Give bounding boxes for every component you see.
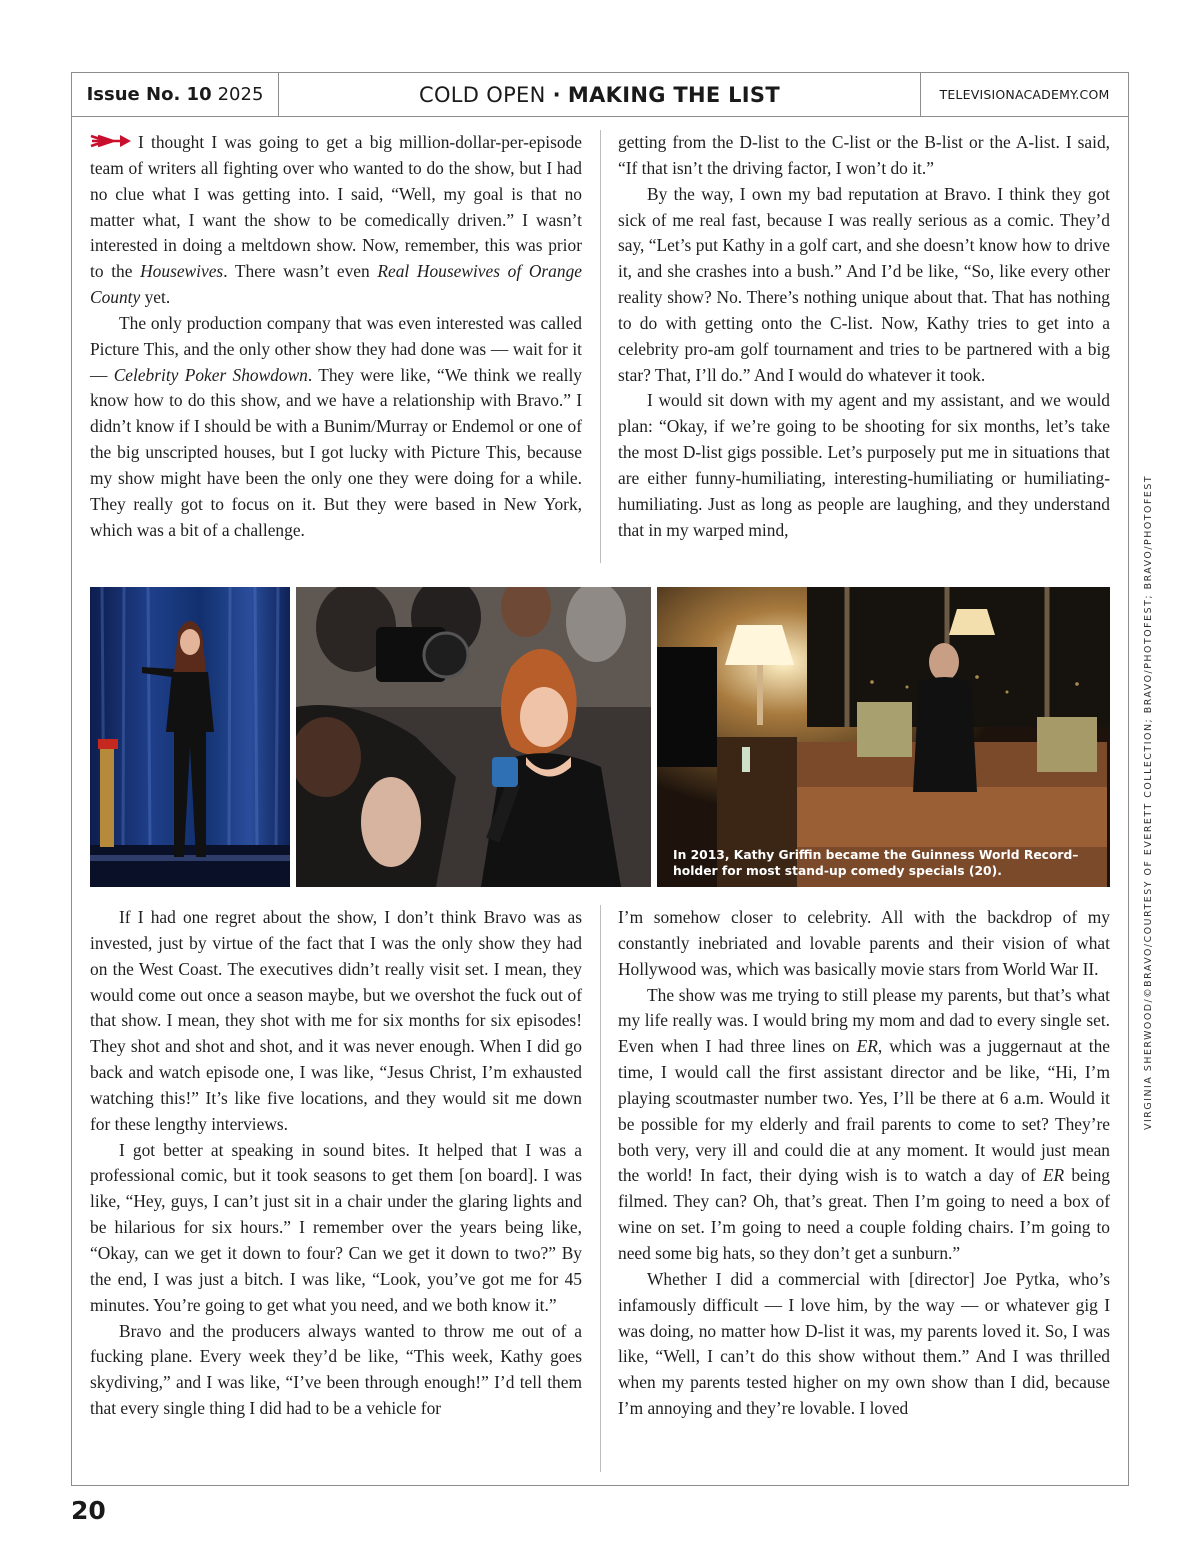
paragraph: If I had one regret about the show, I don’t think Bravo was as invested, just by virtue of the fact that I was the only show they had on the West Coast. The executives didn’t really visit set. I mean, they would come out once a season maybe, but we overshot the fuck out of that show. I mean, they shot with me for six months for six episodes! They shot and shot and shot, and it was never enough. When I did go back and watch episode one, I was like, “Jesus Christ, I’m exhausted watching this!” It’s like five locations, and they would sit me down for these lengthy interviews.	[90, 907, 582, 1134]
column-top-left	[90, 130, 582, 544]
paragraph: I thought I was going to get a big million-dollar-per-episode team of writers all fighting over who wanted to do the show, but I had no clue what I was getting into. I said, “Well, my goal is that no matter what, I want the show to be comedically driven.” I wasn’t interested in doing a meltdown show. Now, remember, this was prior to the Housewives. There wasn’t even Real Housewives of Orange County yet.	[90, 132, 582, 308]
photo-caption: In 2013, Kathy Griffin became the Guinness World Record–holder for most stand-up comedy specials (20).	[673, 848, 1079, 878]
paragraph: The only production company that was even interested was called Picture This, and the only other show they had done was — wait for it — Celebrity Poker Showdown. They were like, “We think we really know how to do this show, and we have a relationship with Bravo.” I didn’t know if I should be with a Bunim/Murray or Endemol or one of the big unscripted houses, but I got lucky with Picture This, because my show might have been the only one they were doing for a while. They really got to focus on it. But they were based in New York, which was a bit of a challenge.	[90, 312, 582, 540]
photo-credit: VIRGINIA SHERWOOD/©BRAVO/COURTESY OF EVERETT COLLECTION; BRAVO/PHOTOFEST; BRAVO/PHOTOFEST	[1143, 474, 1154, 1130]
website-link[interactable]: TELEVISIONACADEMY.COM	[920, 73, 1128, 116]
issue-info	[72, 73, 279, 116]
paragraph: The show was me trying to still please my parents, but that’s what my life really was. I would bring my mom and dad to every single set. Even when I had three lines on ER, which was a juggernaut at the time, I would call the first assistant director and be like, “Hi, I’m playing scoutmaster number two. Yes, I’ll be there at 6 a.m. Would it be possible for my elderly and frail parents to come to set? They’re both very, very ill and could die at any moment. It would just mean the world! In fact, their dying wish is to watch a day of ER being filmed. They can? Oh, that’s great. Then I’m going to need a box of wine on set. I’m going to need a couple folding chairs. I’m going to need some big hats, so they don’t get a sunburn.”	[618, 984, 1110, 1263]
paragraph: Whether I did a commercial with [director] Joe Pytka, who’s infamously difficult — I love him, by the way — or whatever gig I was doing, no matter how D-list it was, my parents loved it. So, I was like, “Well, I can’t do this show without them.” And I was thrilled when my parents tested higher on my own show than I did, because I’m annoying and they’re lovable. I loved	[618, 1268, 1110, 1419]
section-name: COLD OPEN	[419, 82, 546, 107]
paragraph: I would sit down with my agent and my assistant, and we would plan: “Okay, if we’re going to be shooting for six months, let’s take the most D-list gigs possible. Let’s purposely put me in situations that are either funny-humiliating, interesting-humiliating or humiliating-humiliating. Just as long as people are laughing, and they understand that in my warped mind,	[618, 390, 1110, 540]
paragraph: Bravo and the producers always wanted to throw me out of a fucking plane. Every week they’d be like, “This week, Kathy goes skydiving,” and I was like, “I’ve been through enough!” I’d tell them that every single thing I did had to be a vehicle for	[90, 1320, 582, 1419]
title-separator: ·	[552, 82, 561, 107]
arrow-icon	[90, 134, 132, 148]
section-title	[279, 73, 920, 116]
issue-year: 2025	[217, 84, 264, 105]
column-bottom-left	[90, 905, 582, 1422]
paragraph: I’m somehow closer to celebrity. All with the backdrop of my constantly inebriated and lovable parents and their vision of what Hollywood was, which was basically movie stars from World War II.	[618, 907, 1110, 979]
page-number: 20	[71, 1496, 106, 1525]
column-divider	[600, 905, 601, 1472]
issue-label: Issue No. 10	[86, 84, 212, 105]
paragraph: I got better at speaking in sound bites. It helped that I was a professional comic, but it took seasons to get them [on board]. I was like, “Hey, guys, I can’t just sit in a chair under the glaring lights and be hilarious for six hours.” I remember over the years being like, “Okay, can we get it down to four? Can we get it down to two?” By the end, I was just a bitch. I was like, “Look, you’ve got me for 45 minutes. You’re going to get what you need, and we both know it.”	[90, 1139, 582, 1315]
column-bottom-right	[618, 905, 1110, 1422]
photo-hotel-room	[657, 587, 1110, 887]
column-top-right	[618, 130, 1110, 544]
article-title: MAKING THE LIST	[567, 82, 780, 107]
paragraph: By the way, I own my bad reputation at Bravo. I think they got sick of me real fast, because I was really serious as a comic. They’d say, “Let’s put Kathy in a golf cart, and she doesn’t know how to drive it, and she crashes into a bush.” And I’d be like, “So, like every other reality show? No. There’s nothing unique about that. That has nothing to do with getting onto the C-list. Now, Kathy tries to get into a celebrity pro-am golf tournament and tries to be partnered with a big star? That, I’ll do.” And I would do whatever it took.	[618, 183, 1110, 385]
photo-stage-performance	[90, 587, 290, 887]
page-header	[71, 72, 1129, 117]
paragraph: getting from the D-list to the C-list or the B-list or the A-list. I said, “If that isn’t the driving factor, I won’t do it.”	[618, 132, 1110, 178]
column-divider	[600, 130, 601, 563]
photo-red-carpet	[296, 587, 651, 887]
